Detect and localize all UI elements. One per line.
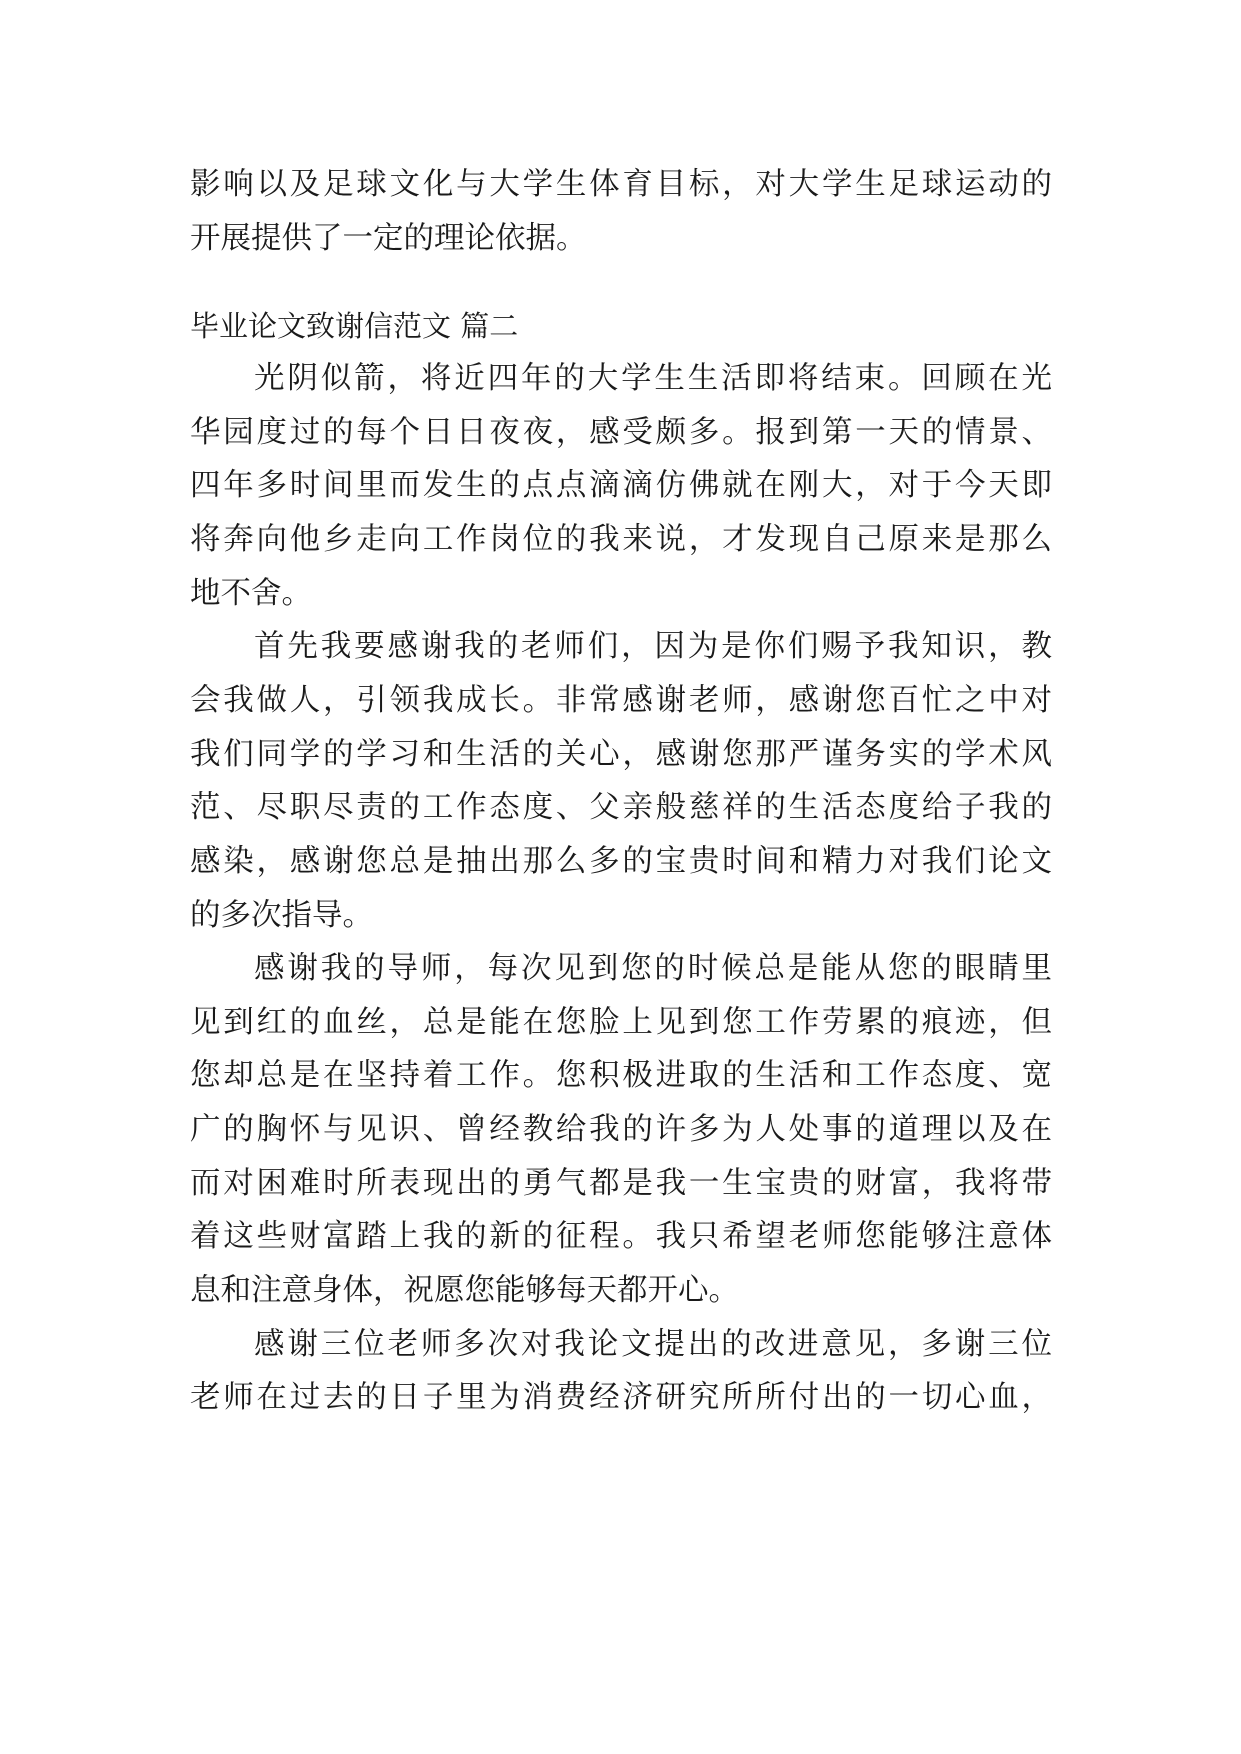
paragraph-line: 将奔向他乡走向工作岗位的我来说，才发现自己原来是那么 [190, 522, 1052, 557]
paragraph-line: 开展提供了一定的理论依据。 [190, 221, 587, 256]
paragraph-line: 会我做人，引领我成长。非常感谢老师，感谢您百忙之中对 [190, 683, 1052, 718]
paragraph-line: 老师在过去的日子里为消费经济研究所所付出的一切心血， [190, 1380, 1052, 1415]
paragraph-line: 感谢我的导师，每次见到您的时候总是能从您的眼睛里 [254, 951, 1052, 986]
paragraph-line: 华园度过的每个日日夜夜，感受颇多。报到第一天的情景、 [190, 415, 1052, 450]
paragraph-line: 光阴似箭，将近四年的大学生生活即将结束。回顾在光 [254, 361, 1052, 396]
section-heading: 毕业论文致谢信范文 篇二 [190, 309, 519, 343]
paragraph-line: 感谢三位老师多次对我论文提出的改进意见，多谢三位 [254, 1327, 1052, 1362]
paragraph-line: 广的胸怀与见识、曾经教给我的许多为人处事的道理以及在 [190, 1112, 1052, 1147]
paragraph-line: 范、尽职尽责的工作态度、父亲般慈祥的生活态度给子我的 [190, 790, 1052, 825]
paragraph-line: 息和注意身体，祝愿您能够每天都开心。 [190, 1273, 739, 1308]
paragraph-line: 见到红的血丝，总是能在您脸上见到您工作劳累的痕迹，但 [190, 1005, 1052, 1040]
paragraph-line: 四年多时间里而发生的点点滴滴仿佛就在刚大，对于今天即 [190, 468, 1052, 503]
paragraph-line: 我们同学的学习和生活的关心，感谢您那严谨务实的学术风 [190, 737, 1052, 772]
paragraph-line: 您却总是在坚持着工作。您积极进取的生活和工作态度、宽 [190, 1058, 1052, 1093]
paragraph-line: 首先我要感谢我的老师们，因为是你们赐予我知识，教 [254, 629, 1052, 664]
paragraph-line: 影响以及足球文化与大学生体育目标，对大学生足球运动的 [190, 167, 1052, 202]
paragraph-line: 着这些财富踏上我的新的征程。我只希望老师您能够注意体 [190, 1219, 1052, 1254]
paragraph-line: 的多次指导。 [190, 898, 373, 933]
paragraph-line: 感染，感谢您总是抽出那么多的宝贵时间和精力对我们论文 [190, 844, 1052, 879]
paragraph-line: 地不舍。 [190, 576, 312, 611]
paragraph-line: 而对困难时所表现出的勇气都是我一生宝贵的财富，我将带 [190, 1166, 1052, 1201]
